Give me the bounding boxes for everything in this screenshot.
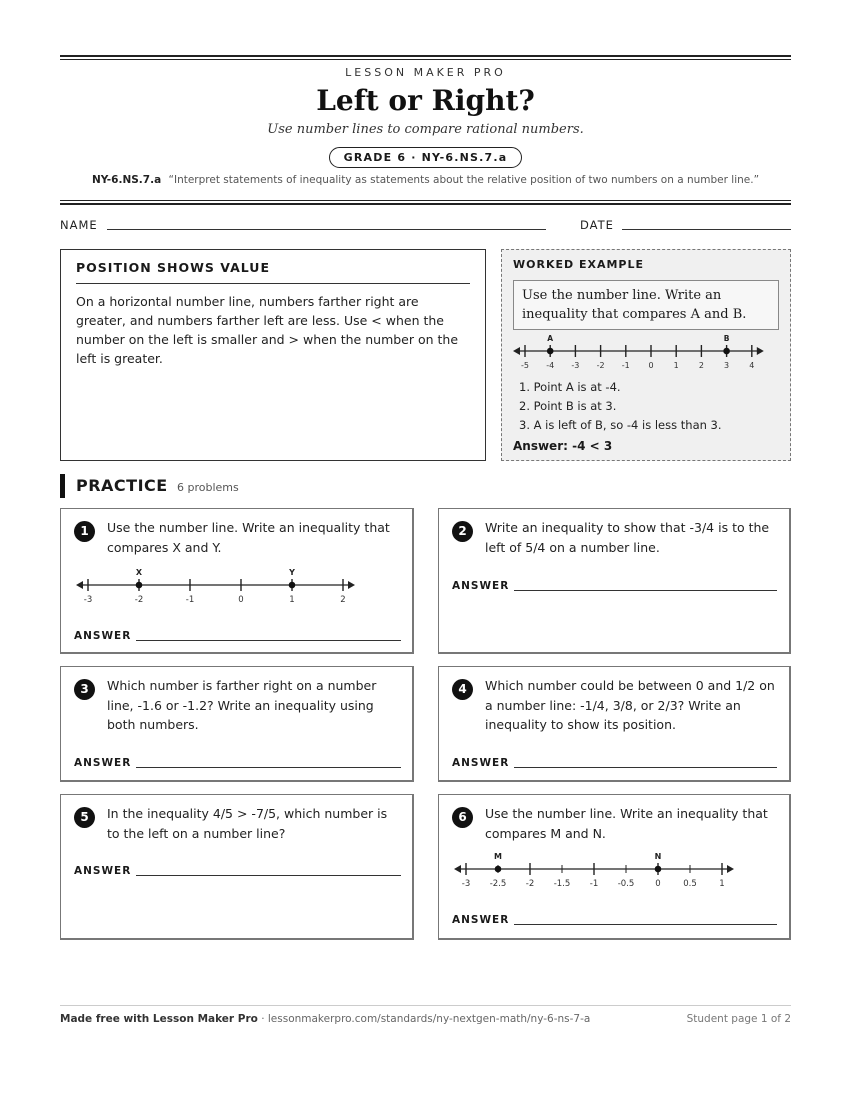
concept-text: On a horizontal number line, numbers farther right are greater, and numbers farther left are less. Use < when the number on the left is smaller and > when the number on the left is greater.	[76, 294, 459, 366]
problem-number-badge: 6	[452, 807, 473, 828]
number-line-tick-label: 4	[749, 361, 755, 370]
name-label: NAME	[60, 218, 98, 232]
number-line-point-label: B	[723, 334, 730, 343]
problem-card-5	[60, 794, 414, 940]
answer-field-6[interactable]	[514, 924, 777, 925]
practice-accent-bar	[60, 474, 65, 498]
answer-field-1[interactable]	[136, 640, 401, 641]
number-line-tick-label: -4	[546, 361, 555, 370]
problem-card-1	[60, 508, 414, 654]
footer-page-number: Student page 1 of 2	[686, 1013, 791, 1025]
header-bottom-rule	[60, 200, 791, 201]
number-line-tick-label: -2	[596, 361, 605, 370]
answer-field-4[interactable]	[514, 767, 777, 768]
worked-example-number-line	[513, 330, 779, 372]
number-line-point-label: Y	[289, 568, 295, 577]
footer-url[interactable]: · lessonmakerpro.com/standards/ny-nextgen-math/ny-6-ns-7-a	[257, 1013, 591, 1025]
problem-1-number-line	[73, 563, 363, 605]
number-line-point	[495, 866, 502, 873]
answer-label: ANSWER	[74, 865, 132, 877]
date-field[interactable]	[622, 229, 791, 230]
standard-code: NY-6.NS.7.a	[91, 174, 162, 186]
arrow-left-icon	[513, 347, 520, 355]
number-line-point	[723, 348, 730, 355]
number-line-tick-label: -5	[521, 361, 529, 370]
arrow-left-icon	[76, 581, 83, 589]
answer-field-2[interactable]	[514, 590, 777, 591]
date-label: DATE	[580, 218, 614, 232]
arrow-left-icon	[454, 865, 461, 873]
number-line-tick-label: 1	[719, 879, 725, 889]
worked-example-step: 2. Point B is at 3.	[519, 399, 617, 413]
number-line-tick-label: -2.5	[489, 879, 507, 889]
number-line-point-label: X	[135, 568, 143, 577]
answer-field-3[interactable]	[136, 767, 401, 768]
problem-number-badge: 4	[452, 679, 473, 700]
number-line-tick-label: 0	[648, 361, 654, 370]
number-line-tick-label: 3	[724, 361, 730, 370]
practice-count: 6 problems	[177, 481, 239, 494]
problem-number-badge: 1	[74, 521, 95, 542]
number-line-tick-label: -3	[461, 879, 471, 889]
footer-rule	[60, 1005, 791, 1006]
answer-label: ANSWER	[452, 757, 510, 769]
concept-box	[60, 249, 486, 461]
problem-card-6	[438, 794, 791, 940]
number-line-point-label: M	[494, 852, 502, 861]
grade-badge: GRADE 6 · NY-6.NS.7.a	[329, 147, 523, 168]
problem-number-badge: 2	[452, 521, 473, 542]
number-line-tick-label: -1	[185, 595, 195, 605]
number-line-tick-label: -2	[525, 879, 535, 889]
worked-example-step: 1. Point A is at -4.	[519, 380, 621, 394]
problem-text: In the inequality 4/5 > -7/5, which number is to the left on a number line?	[107, 806, 388, 841]
name-field[interactable]	[107, 229, 546, 230]
worked-example-steps	[513, 378, 779, 435]
number-line-tick-label: -3	[571, 361, 580, 370]
arrow-right-icon	[757, 347, 764, 355]
worked-example-title: WORKED EXAMPLE	[513, 258, 644, 271]
worked-example-answer: Answer: -4 < 3	[513, 439, 613, 453]
problem-number-badge: 5	[74, 807, 95, 828]
problem-number-badge: 3	[74, 679, 95, 700]
number-line-point-label: A	[547, 334, 554, 343]
problem-card-4	[438, 666, 791, 782]
problem-text: Which number is farther right on a number line, -1.6 or -1.2? Write an inequality using both numbers.	[107, 678, 377, 732]
footer-credit	[60, 1013, 590, 1025]
number-line-point	[547, 348, 554, 355]
answer-label: ANSWER	[452, 914, 510, 926]
number-line-tick-label: 1	[673, 361, 679, 370]
problem-card-2	[438, 508, 791, 654]
number-line-tick-label: -1	[589, 879, 599, 889]
grade-badge-wrap	[60, 146, 791, 168]
worked-example-box	[501, 249, 791, 461]
header-bottom-rule-thick	[60, 203, 791, 205]
worked-example-prompt: Use the number line. Write an inequality that compares A and B.	[513, 280, 779, 330]
problem-6-number-line	[449, 847, 749, 889]
number-line-tick-label: 0	[655, 879, 661, 889]
worksheet-page	[60, 0, 791, 1100]
number-line-tick-label: -3	[83, 595, 93, 605]
number-line-tick-label: -2	[134, 595, 144, 605]
answer-label: ANSWER	[452, 580, 510, 592]
number-line-tick-label: -0.5	[617, 879, 635, 889]
practice-title: PRACTICE	[76, 476, 168, 495]
answer-label: ANSWER	[74, 757, 132, 769]
number-line-point	[136, 582, 143, 589]
answer-label: ANSWER	[74, 630, 132, 642]
number-line-tick-label: 2	[698, 361, 704, 370]
top-rule-thin	[60, 59, 791, 60]
number-line-tick-label: 0.5	[683, 879, 697, 889]
number-line-point	[655, 866, 662, 873]
arrow-right-icon	[348, 581, 355, 589]
number-line-point-label: N	[654, 852, 662, 861]
answer-field-5[interactable]	[136, 875, 401, 876]
arrow-right-icon	[727, 865, 734, 873]
number-line-tick-label: 1	[289, 595, 295, 605]
problem-text: Which number could be between 0 and 1/2 on a number line: -1/4, 3/8, or 2/3? Write an inequality to show its position.	[485, 678, 775, 732]
problem-text: Use the number line. Write an inequality that compares M and N.	[485, 806, 768, 841]
brand-name: LESSON MAKER PRO	[345, 66, 506, 79]
concept-title: POSITION SHOWS VALUE	[76, 260, 470, 284]
page-title: Left or Right?	[316, 84, 535, 117]
top-rule	[60, 55, 791, 57]
number-line-tick-label: -1.5	[553, 879, 571, 889]
page-subtitle: Use number lines to compare rational numbers.	[267, 122, 584, 137]
number-line-tick-label: 2	[340, 595, 346, 605]
number-line-point	[289, 582, 296, 589]
standard-statement	[60, 174, 791, 186]
standard-text: “Interpret statements of inequality as statements about the relative position of two numbers on a number line.”	[168, 174, 760, 186]
problem-text: Write an inequality to show that -3/4 is to the left of 5/4 on a number line.	[485, 520, 770, 555]
number-line-tick-label: 0	[238, 595, 244, 605]
problem-text: Use the number line. Write an inequality that compares X and Y.	[107, 520, 390, 555]
worked-example-step: 3. A is left of B, so -4 is less than 3.	[519, 418, 722, 432]
number-line-tick-label: -1	[621, 361, 630, 370]
footer-made-with: Made free with Lesson Maker Pro	[60, 1013, 258, 1025]
problem-card-3	[60, 666, 414, 782]
